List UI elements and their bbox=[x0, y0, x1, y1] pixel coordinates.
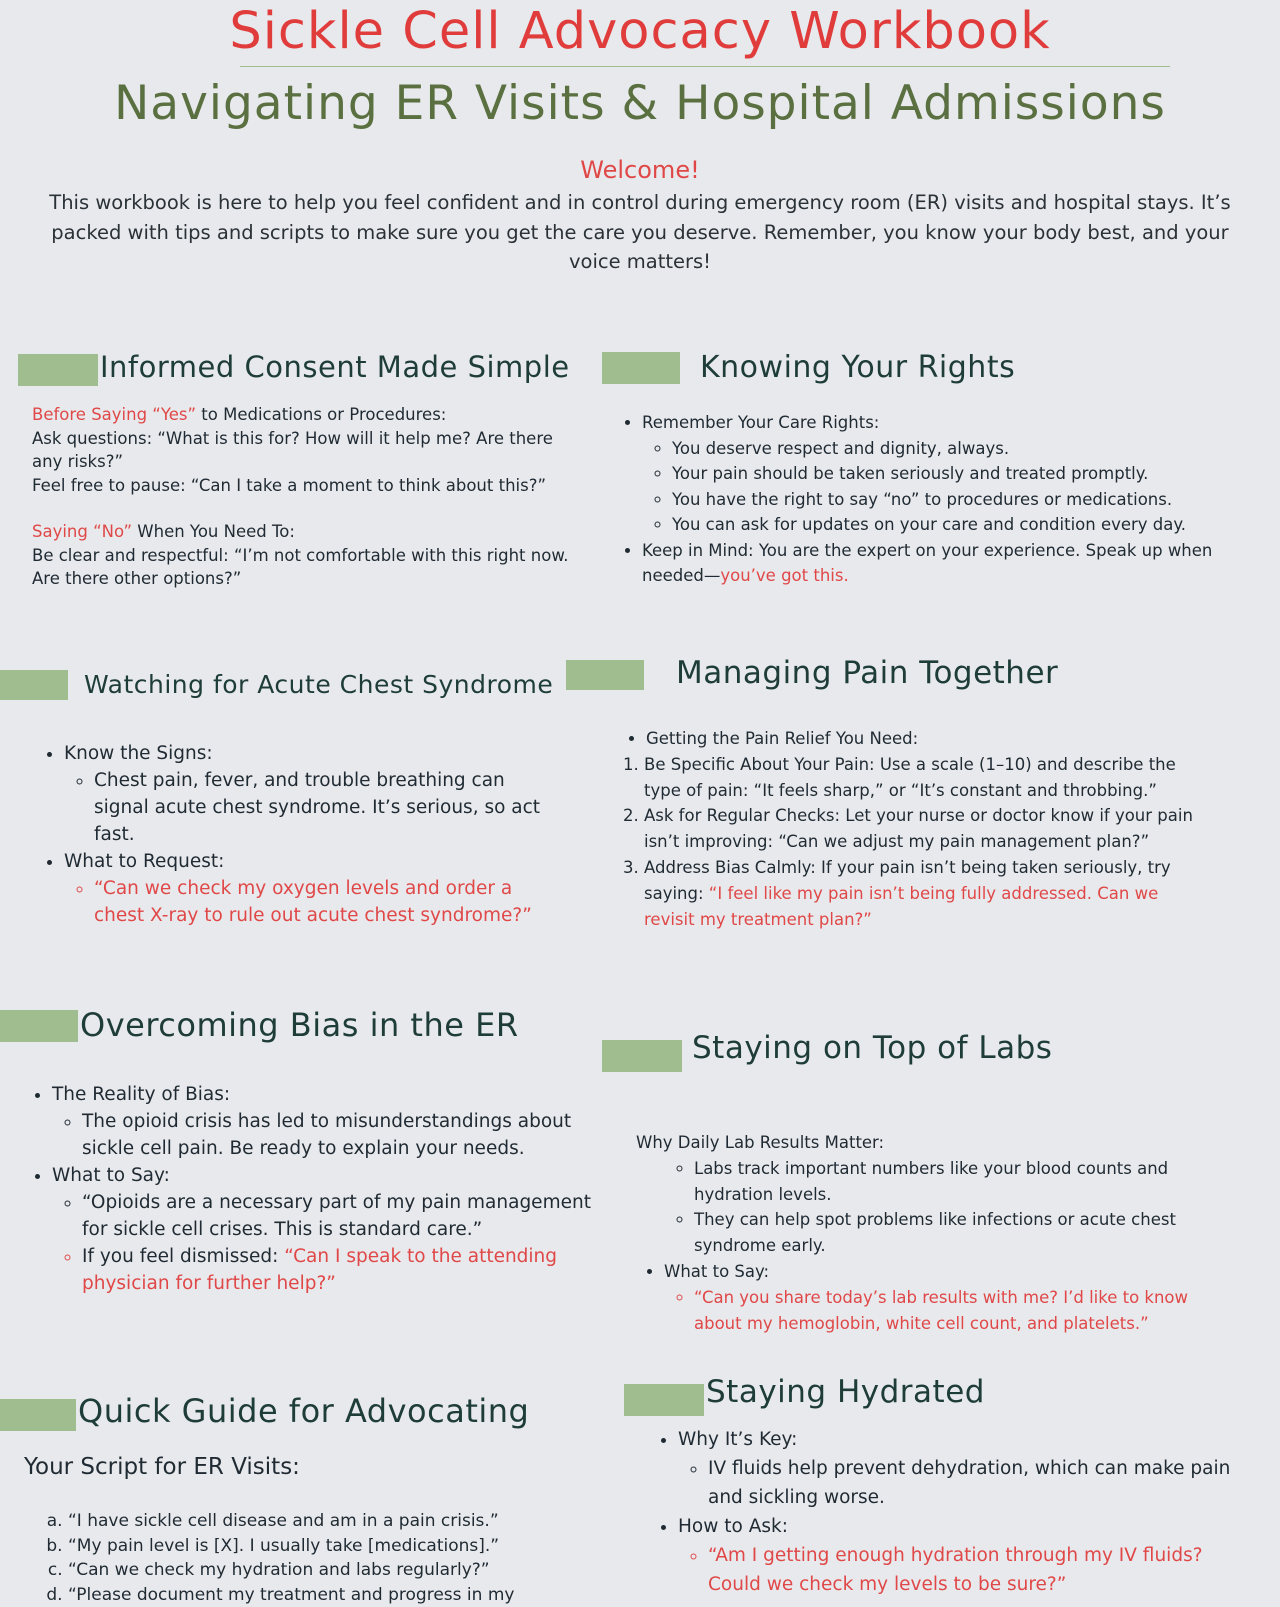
bias-sub-item: ◦ The opioid crisis has led to misunderstandings about sickle cell pain. Be ready to explain your needs. bbox=[82, 1108, 620, 1162]
labs-sub-item: ◦ They can help spot problems like infections or acute chest syndrome early. bbox=[694, 1207, 1236, 1259]
chest-body bbox=[42, 740, 562, 929]
pain-item: • Getting the Pain Relief You Need: bbox=[646, 726, 1214, 752]
hydration-accent-bar bbox=[624, 1384, 704, 1416]
consent-accent-bar bbox=[18, 354, 98, 386]
hydration-body bbox=[656, 1425, 1256, 1599]
bias-accent-bar bbox=[0, 1010, 78, 1042]
rights-sub-item: ◦ You deserve respect and dignity, always. bbox=[672, 436, 1240, 462]
guide-accent-bar bbox=[0, 1399, 76, 1431]
welcome-text: This workbook is here to help you feel confident and in control during emergency room (ER) visits and hospital stays. It’s packed with tips and scripts to make sure you get the care you deserve. Remember, you know your body best, and your voice matters! bbox=[40, 188, 1240, 277]
consent-clear: Be clear and respectful: “I’m not comfortable with this right now. Are there other options?” bbox=[32, 544, 577, 591]
pain-accent-bar bbox=[566, 660, 644, 690]
labs-body bbox=[636, 1130, 1236, 1336]
pain-step: 3. Address Bias Calmly: If your pain isn’t being taken seriously, try saying: “I feel like my pain isn’t being fully addressed. Can we revisit my treatment plan?” bbox=[644, 855, 1214, 932]
guide-heading: Quick Guide for Advocating bbox=[78, 1392, 529, 1430]
guide-script-item: c. “Can we check my hydration and labs regularly?” bbox=[68, 1558, 606, 1583]
chest-accent-bar bbox=[0, 670, 68, 700]
title-divider bbox=[240, 66, 1170, 67]
guide-script-item: b. “My pain level is [X]. I usually take [medications].” bbox=[68, 1534, 606, 1559]
consent-pause: Feel free to pause: “Can I take a moment to think about this?” bbox=[32, 474, 577, 498]
bias-body bbox=[30, 1081, 620, 1297]
chest-item: • What to Request: ◦ “Can we check my oxygen levels and order a chest X-ray to rule out acute chest syndrome?” bbox=[64, 848, 562, 929]
guide-script-item: d. “Please document my treatment and progress in my bbox=[68, 1583, 606, 1607]
guide-body bbox=[46, 1509, 606, 1607]
hydration-item: • How to Ask: ◦ “Am I getting enough hydration through my IV fluids? Could we check my levels to be sure?” bbox=[678, 1512, 1256, 1599]
rights-sub-item: ◦ Your pain should be taken seriously and treated promptly. bbox=[672, 461, 1240, 487]
guide-script-item: a. “I have sickle cell disease and am in a pain crisis.” bbox=[68, 1509, 606, 1534]
labs-item: • What to Say: ◦ “Can you share today’s lab results with me? I’d like to know about my hemoglobin, white cell count, and platelets.” bbox=[664, 1259, 1236, 1336]
consent-ask: Ask questions: “What is this for? How will it help me? Are there any risks?” bbox=[32, 427, 577, 474]
consent-heading: Informed Consent Made Simple bbox=[100, 350, 570, 384]
pain-step: 2. Ask for Regular Checks: Let your nurse or doctor know if your pain isn’t improving: “Can we adjust my pain management plan?” bbox=[644, 803, 1214, 855]
workbook-title: Sickle Cell Advocacy Workbook bbox=[0, 2, 1280, 61]
hydration-sub-item: ◦ “Am I getting enough hydration through my IV fluids? Could we check my levels to be sure?” bbox=[708, 1541, 1256, 1599]
consent-body bbox=[32, 403, 577, 591]
hydration-sub-item: ◦ IV fluids help prevent dehydration, which can make pain and sickling worse. bbox=[708, 1454, 1256, 1512]
rights-sub-item: ◦ You can ask for updates on your care and condition every day. bbox=[672, 512, 1240, 538]
chest-sub-item: ◦ Chest pain, fever, and trouble breathing can signal acute chest syndrome. It’s serious, so act fast. bbox=[94, 767, 562, 848]
consent-no-line: Saying “No” When You Need To: bbox=[32, 520, 577, 544]
rights-item: • Keep in Mind: You are the expert on your experience. Speak up when needed—you’ve got this. bbox=[642, 538, 1240, 589]
bias-item: • The Reality of Bias: ◦ The opioid crisis has led to misunderstandings about sickle cell pain. Be ready to explain your needs. bbox=[52, 1081, 620, 1162]
labs-sub-item: ◦ Labs track important numbers like your blood counts and hydration levels. bbox=[694, 1156, 1236, 1208]
rights-sub-item: ◦ You have the right to say “no” to procedures or medications. bbox=[672, 487, 1240, 513]
labs-accent-bar bbox=[602, 1040, 682, 1072]
bias-heading: Overcoming Bias in the ER bbox=[80, 1006, 519, 1044]
labs-intro: Why Daily Lab Results Matter: bbox=[636, 1130, 1236, 1156]
consent-yes-line: Before Saying “Yes” to Medications or Procedures: bbox=[32, 403, 577, 427]
rights-body bbox=[620, 410, 1240, 589]
chest-item: • Know the Signs: ◦ Chest pain, fever, and trouble breathing can signal acute chest syndrome. It’s serious, so act fast. bbox=[64, 740, 562, 848]
chest-heading: Watching for Acute Chest Syndrome bbox=[84, 670, 553, 699]
labs-sub-item: ◦ “Can you share today’s lab results with me? I’d like to know about my hemoglobin, white cell count, and platelets.” bbox=[694, 1285, 1236, 1337]
pain-body bbox=[624, 726, 1214, 932]
chest-sub-item: ◦ “Can we check my oxygen levels and order a chest X-ray to rule out acute chest syndrome?” bbox=[94, 875, 562, 929]
rights-item: • Remember Your Care Rights: ◦ You deserve respect and dignity, always. ◦ Your pain should be taken seriously and treated promptly. ◦ You have the right to say “no” to procedures or medications. ◦ You can ask for updates on your care and condition every day. bbox=[642, 410, 1240, 538]
rights-heading: Knowing Your Rights bbox=[700, 350, 1015, 385]
bias-sub-item: ◦ “Opioids are a necessary part of my pain management for sickle cell crises. This is standard care.” bbox=[82, 1189, 620, 1243]
guide-subheading: Your Script for ER Visits: bbox=[24, 1454, 300, 1480]
hydration-item: • Why It’s Key: ◦ IV fluids help prevent dehydration, which can make pain and sickling worse. bbox=[678, 1425, 1256, 1512]
hydration-heading: Staying Hydrated bbox=[706, 1374, 985, 1410]
bias-sub-item: ◦ If you feel dismissed: “Can I speak to the attending physician for further help?” bbox=[82, 1243, 620, 1297]
pain-step: 1. Be Specific About Your Pain: Use a scale (1–10) and describe the type of pain: “It feels sharp,” or “It’s constant and throbbing.” bbox=[644, 752, 1214, 804]
labs-heading: Staying on Top of Labs bbox=[692, 1030, 1052, 1066]
rights-accent-bar bbox=[602, 352, 680, 384]
welcome-heading: Welcome! bbox=[0, 156, 1280, 184]
bias-item: • What to Say: ◦ “Opioids are a necessary part of my pain management for sickle cell crises. This is standard care.” ◦ If you feel dismissed: “Can I speak to the attending physician for further help?” bbox=[52, 1162, 620, 1297]
pain-heading: Managing Pain Together bbox=[676, 655, 1058, 691]
workbook-subtitle: Navigating ER Visits & Hospital Admissions bbox=[0, 76, 1280, 131]
